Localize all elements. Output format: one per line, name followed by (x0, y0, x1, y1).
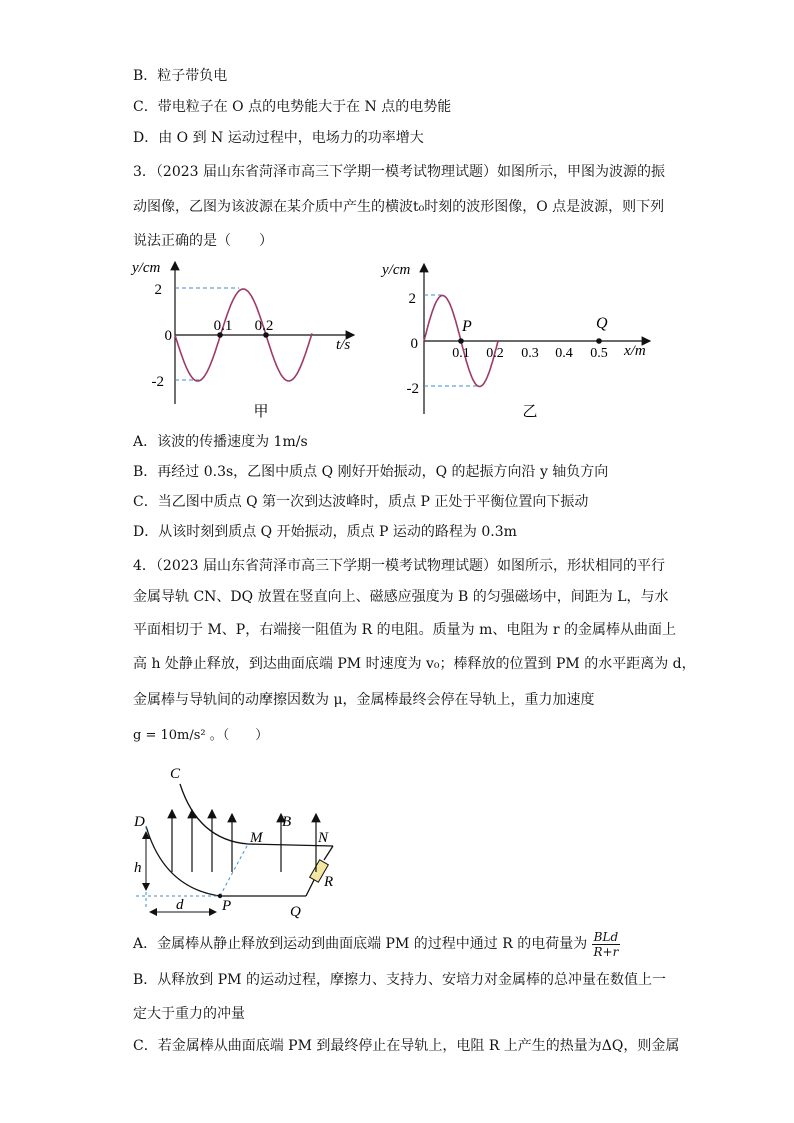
q4-option-b-2: 定大于重力的冲量 (133, 1006, 245, 1022)
label-h: h (134, 860, 142, 876)
question-4-stem-4: 高 h 处静止释放，到达曲面底端 PM 时速度为 v₀；棒释放的位置到 PM 的水平距离为 d， (133, 656, 696, 672)
q4-option-a-text: A．金属棒从静止释放到运动到曲面底端 PM 的过程中通过 R 的电荷量为 (133, 936, 588, 952)
tick-x-01: 0.1 (213, 318, 233, 334)
tick-y-2: 2 (408, 291, 416, 307)
x-axis-label: t/s (336, 337, 351, 353)
point-p (458, 338, 464, 344)
question-3-stem-3: 说法正确的是（ ） (133, 233, 273, 249)
tick-x-02: 0.2 (486, 346, 504, 361)
tick-y-0: 0 (410, 336, 418, 352)
fraction-denominator: R+r (593, 944, 619, 959)
label-b: B (282, 814, 292, 830)
rail-curve-d (146, 826, 220, 896)
question-3-stem-1: 3．（2023 届山东省菏泽市高三下学期一模考试物理试题）如图所示，甲图为波源的振 (133, 164, 665, 180)
label-d: D (134, 814, 145, 830)
label-p: P (462, 318, 472, 335)
waveform-graph-yi (378, 258, 660, 426)
question-4-stem-6: g = 10m/s² 。（ ） (133, 728, 269, 743)
option-d-line: D．由 O 到 N 运动过程中，电场力的功率增大 (133, 130, 424, 146)
q3-option-b: B．再经过 0.3s，乙图中质点 Q 刚好开始振动，Q 的起振方向沿 y 轴负方向 (133, 464, 609, 480)
label-c: C (170, 766, 181, 782)
caption-jia: 甲 (253, 404, 269, 420)
q3-option-a: A．该波的传播速度为 1m/s (133, 434, 308, 450)
tick-x-05: 0.5 (590, 346, 608, 361)
tick-x-01: 0.1 (452, 346, 470, 361)
label-d-distance: d (176, 897, 184, 913)
question-4-stem-1: 4．（2023 届山东省菏泽市高三下学期一模考试物理试题）如图所示，形状相同的平行 (133, 558, 665, 574)
fraction-numerator: BLd (593, 929, 619, 944)
label-q: Q (290, 904, 301, 920)
rail-diagram (128, 760, 350, 920)
tick-y-neg2: -2 (151, 374, 164, 390)
wire-n (324, 846, 333, 860)
y-axis-label: y/cm (382, 262, 411, 278)
charge-fraction (592, 930, 620, 959)
option-b-line: B．粒子带负电 (133, 68, 228, 84)
tick-y-0: 0 (164, 328, 172, 344)
vibration-graph-jia (128, 258, 360, 426)
caption-yi: 乙 (522, 404, 538, 420)
q3-option-c: C．当乙图中质点 Q 第一次到达波峰时，质点 P 正处于平衡位置向下振动 (133, 494, 589, 510)
tick-x-03: 0.3 (521, 346, 539, 361)
tick-x-04: 0.4 (555, 346, 573, 361)
label-q: Q (596, 315, 608, 332)
q4-option-c: C．若金属棒从曲面底端 PM 到最终停止在导轨上，电阻 R 上产生的热量为ΔQ，则金属 (133, 1038, 680, 1054)
q4-option-b-1: B．从释放到 PM 的运动过程，摩擦力、支持力、安培力对金属棒的总冲量在数值上一 (133, 972, 666, 988)
label-r: R (324, 874, 334, 890)
label-m: M (250, 830, 263, 846)
q4-option-a (133, 928, 620, 960)
question-4-stem-5: 金属棒与导轨间的动摩擦因数为 μ，金属棒最终会停在导轨上，重力加速度 (133, 692, 595, 708)
q3-option-d: D．从该时刻到质点 Q 开始振动，质点 P 运动的路程为 0.3m (133, 524, 517, 540)
question-4-stem-2: 金属导轨 CN、DQ 放置在竖直向上、磁感应强度为 B 的匀强磁场中，间距为 L，与水 (133, 589, 669, 605)
label-n: N (318, 830, 329, 846)
tick-y-neg2: -2 (406, 381, 419, 397)
option-c-line: C．带电粒子在 O 点的电势能大于在 N 点的电势能 (133, 99, 452, 115)
question-4-stem-3: 平面相切于 M、P，右端接一阻值为 R 的电阻。质量为 m、电阻为 r 的金属棒从曲面上 (133, 622, 676, 638)
wire-q (306, 880, 314, 896)
question-3-stem-2: 动图像，乙图为该波源在某介质中产生的横波t₀时刻的波形图像，O 点是波源，则下列 (133, 199, 665, 215)
tick-x-02: 0.2 (254, 318, 274, 334)
label-p: P (222, 898, 232, 914)
point-q (596, 338, 602, 344)
y-axis-label: y/cm (132, 260, 161, 276)
tick-y-2: 2 (154, 282, 162, 298)
rail-curve-c (180, 784, 248, 844)
guide-pm (220, 844, 248, 896)
x-axis-label: x/m (624, 343, 646, 359)
